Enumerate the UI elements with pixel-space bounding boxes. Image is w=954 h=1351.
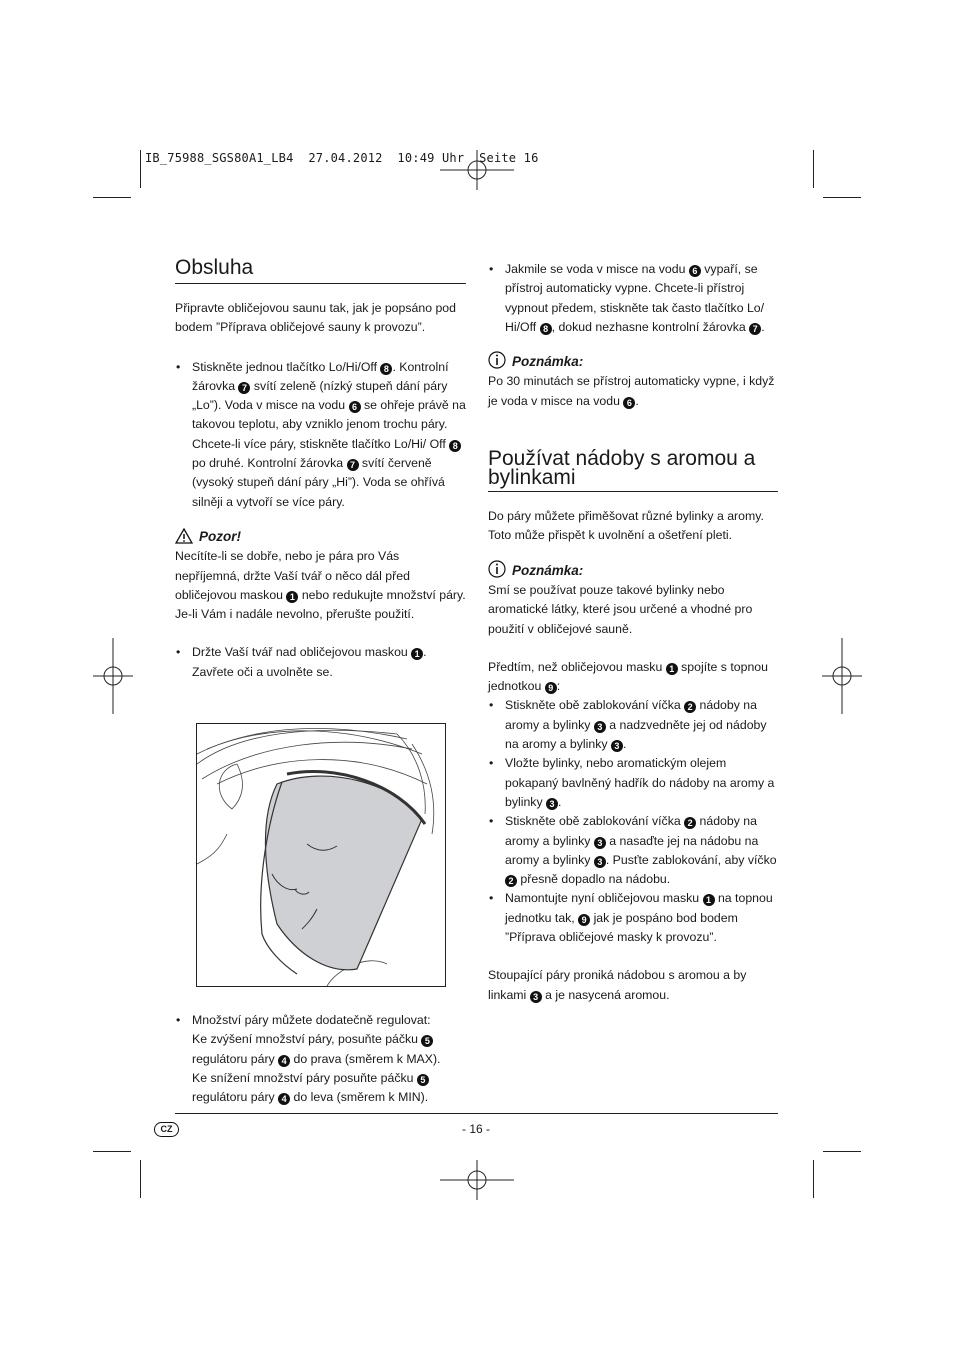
num-3-badge: 3 xyxy=(594,721,606,733)
left-column xyxy=(175,258,466,682)
num-7-badge: 7 xyxy=(749,323,761,335)
num-6-badge: 6 xyxy=(623,397,635,409)
num-1-badge: 1 xyxy=(411,648,423,660)
num-2-badge: 2 xyxy=(505,875,517,887)
num-5-badge: 5 xyxy=(421,1035,433,1047)
num-7-badge: 7 xyxy=(238,382,250,394)
note-heading: Poznámka: xyxy=(512,562,584,578)
num-2-badge: 2 xyxy=(684,817,696,829)
list-item: • Vložte bylinky, nebo aromatickým olejem pokapaný bavlněný hadřík do nádoby na aromy a bylinky 3 . xyxy=(488,754,778,812)
num-3-badge: 3 xyxy=(594,837,606,849)
num-1-badge: 1 xyxy=(286,591,298,603)
left-column-bottom xyxy=(175,1011,466,1107)
num-1-badge: 1 xyxy=(703,894,715,906)
preparation-paragraph: Předtím, než obličejovou masku 1 spojíte s topnou jednotkou 9 : xyxy=(488,659,768,694)
num-7-badge: 7 xyxy=(347,459,359,471)
face-mask-illustration xyxy=(196,723,446,987)
note-block: Poznámka: Po 30 minutách se přístroj automaticky vypne, i když je voda v misce na vodu 6 . xyxy=(488,351,778,411)
info-icon xyxy=(488,351,506,369)
num-3-badge: 3 xyxy=(546,798,558,810)
section-title-obsluha: Obsluha xyxy=(175,256,254,279)
warning-heading: Pozor! xyxy=(199,528,241,544)
info-icon xyxy=(488,560,506,578)
list-item: • Stiskněte jednou tlačítko Lo/Hi/Off 8 . Kontrolní žárovka 7 svítí zeleně (nízký stupeň dání páry „Lo”). Voda v misce na vodu 6 se ohřeje právě na takovou teplotu, aby vzniklo jenom trochu páry. Chcete-li více páry, stiskněte tlačítko Lo/Hi/ Off 8 po druhé. Kontrolní žárovka 7 svítí červeně (vysoký stupeň dání páry „Hi”). Voda se ohřívá silněji a vytvoří se více páry. xyxy=(175,358,466,512)
page-number: - 16 - xyxy=(462,1122,491,1136)
num-8-badge: 8 xyxy=(380,363,392,375)
num-3-badge: 3 xyxy=(530,991,542,1003)
list-item: • Stiskněte obě zablokování víčka 2 nádoby na aromy a bylinky 3 a nasaďte jej na nádobu na aromy a bylinky 3 . Pusťte zablokování, aby víčko 2 přesně dopadlo na nádobu. xyxy=(488,812,778,889)
intro-paragraph: Do páry můžete přiměšovat různé bylinky a aromy. Toto může přispět k uvolnění a ošetření pleti. xyxy=(488,509,764,543)
note-block: Poznámka: Smí se používat pouze takové bylinky nebo aromatické látky, které jsou určené a vhodné pro použití v obličejové sauně. xyxy=(488,560,778,639)
warning-block: Pozor! Necítíte-li se dobře, nebo je pára pro Vás nepříjemná, držte Vaší tvář o něco dál před obličejovou maskou 1 nebo redukujte množství páry. Je-li Vám i nadále nevolno, přerušte použití. xyxy=(175,528,466,622)
num-3-badge: 3 xyxy=(594,856,606,868)
num-3-badge: 3 xyxy=(611,740,623,752)
footer-rule xyxy=(175,1113,778,1114)
num-9-badge: 9 xyxy=(578,914,590,926)
list-item: • Jakmile se voda v misce na vodu 6 vypaří, se přístroj automaticky vypne. Chcete-li přístroj vypnout předem, stiskněte tak často tlačítko Lo/ Hi/Off 8 , dokud nezhasne kontrolní žárovka 7 . xyxy=(488,260,778,337)
print-slug: IB_75988_SGS80A1_LB4 27.04.2012 10:49 Uhr Seite 16 xyxy=(145,151,539,165)
num-4-badge: 4 xyxy=(278,1093,290,1105)
list-item: • Množství páry můžete dodatečně regulovat: Ke zvýšení množství páry, posuňte páčku 5 regulátoru páry 4 do prava (směrem k MAX). Ke snížení množství páry posuňte páčku 5 regulátoru páry 4 do leva (směrem k MIN). xyxy=(175,1011,466,1107)
num-4-badge: 4 xyxy=(278,1055,290,1067)
num-8-badge: 8 xyxy=(449,440,461,452)
list-item: • Namontujte nyní obličejovou masku 1 na topnou jednotku tak, 9 jak je pospáno bod bodem ”Příprava obličejové masky k provozu”. xyxy=(488,889,778,947)
section-title-aroma: Používat nádoby s aromou a bylinkami xyxy=(488,447,756,490)
list-item: • Stiskněte obě zablokování víčka 2 nádoby na aromy a bylinky 3 a nadzvedněte jej od nádoby na aromy a bylinky 3 . xyxy=(488,696,778,754)
list-item: • Držte Vaší tvář nad obličejovou maskou 1 . Zavřete oči a uvolněte se. xyxy=(175,643,466,682)
num-8-badge: 8 xyxy=(540,323,552,335)
language-badge: CZ xyxy=(154,1122,179,1137)
warning-triangle-icon xyxy=(175,528,193,544)
num-1-badge: 1 xyxy=(666,663,678,675)
intro-paragraph: Připravte obličejovou saunu tak, jak je popsáno pod bodem ”Příprava obličejové sauny k provozu”. xyxy=(175,301,456,335)
note-heading: Poznámka: xyxy=(512,354,584,370)
num-2-badge: 2 xyxy=(684,701,696,713)
num-5-badge: 5 xyxy=(417,1074,429,1086)
right-column xyxy=(488,260,778,1005)
num-6-badge: 6 xyxy=(689,265,701,277)
num-9-badge: 9 xyxy=(545,682,557,694)
closing-paragraph: Stoupající páry proniká nádobou s aromou a by linkami 3 a je nasycená aromou. xyxy=(488,968,747,1002)
num-6-badge: 6 xyxy=(349,401,361,413)
